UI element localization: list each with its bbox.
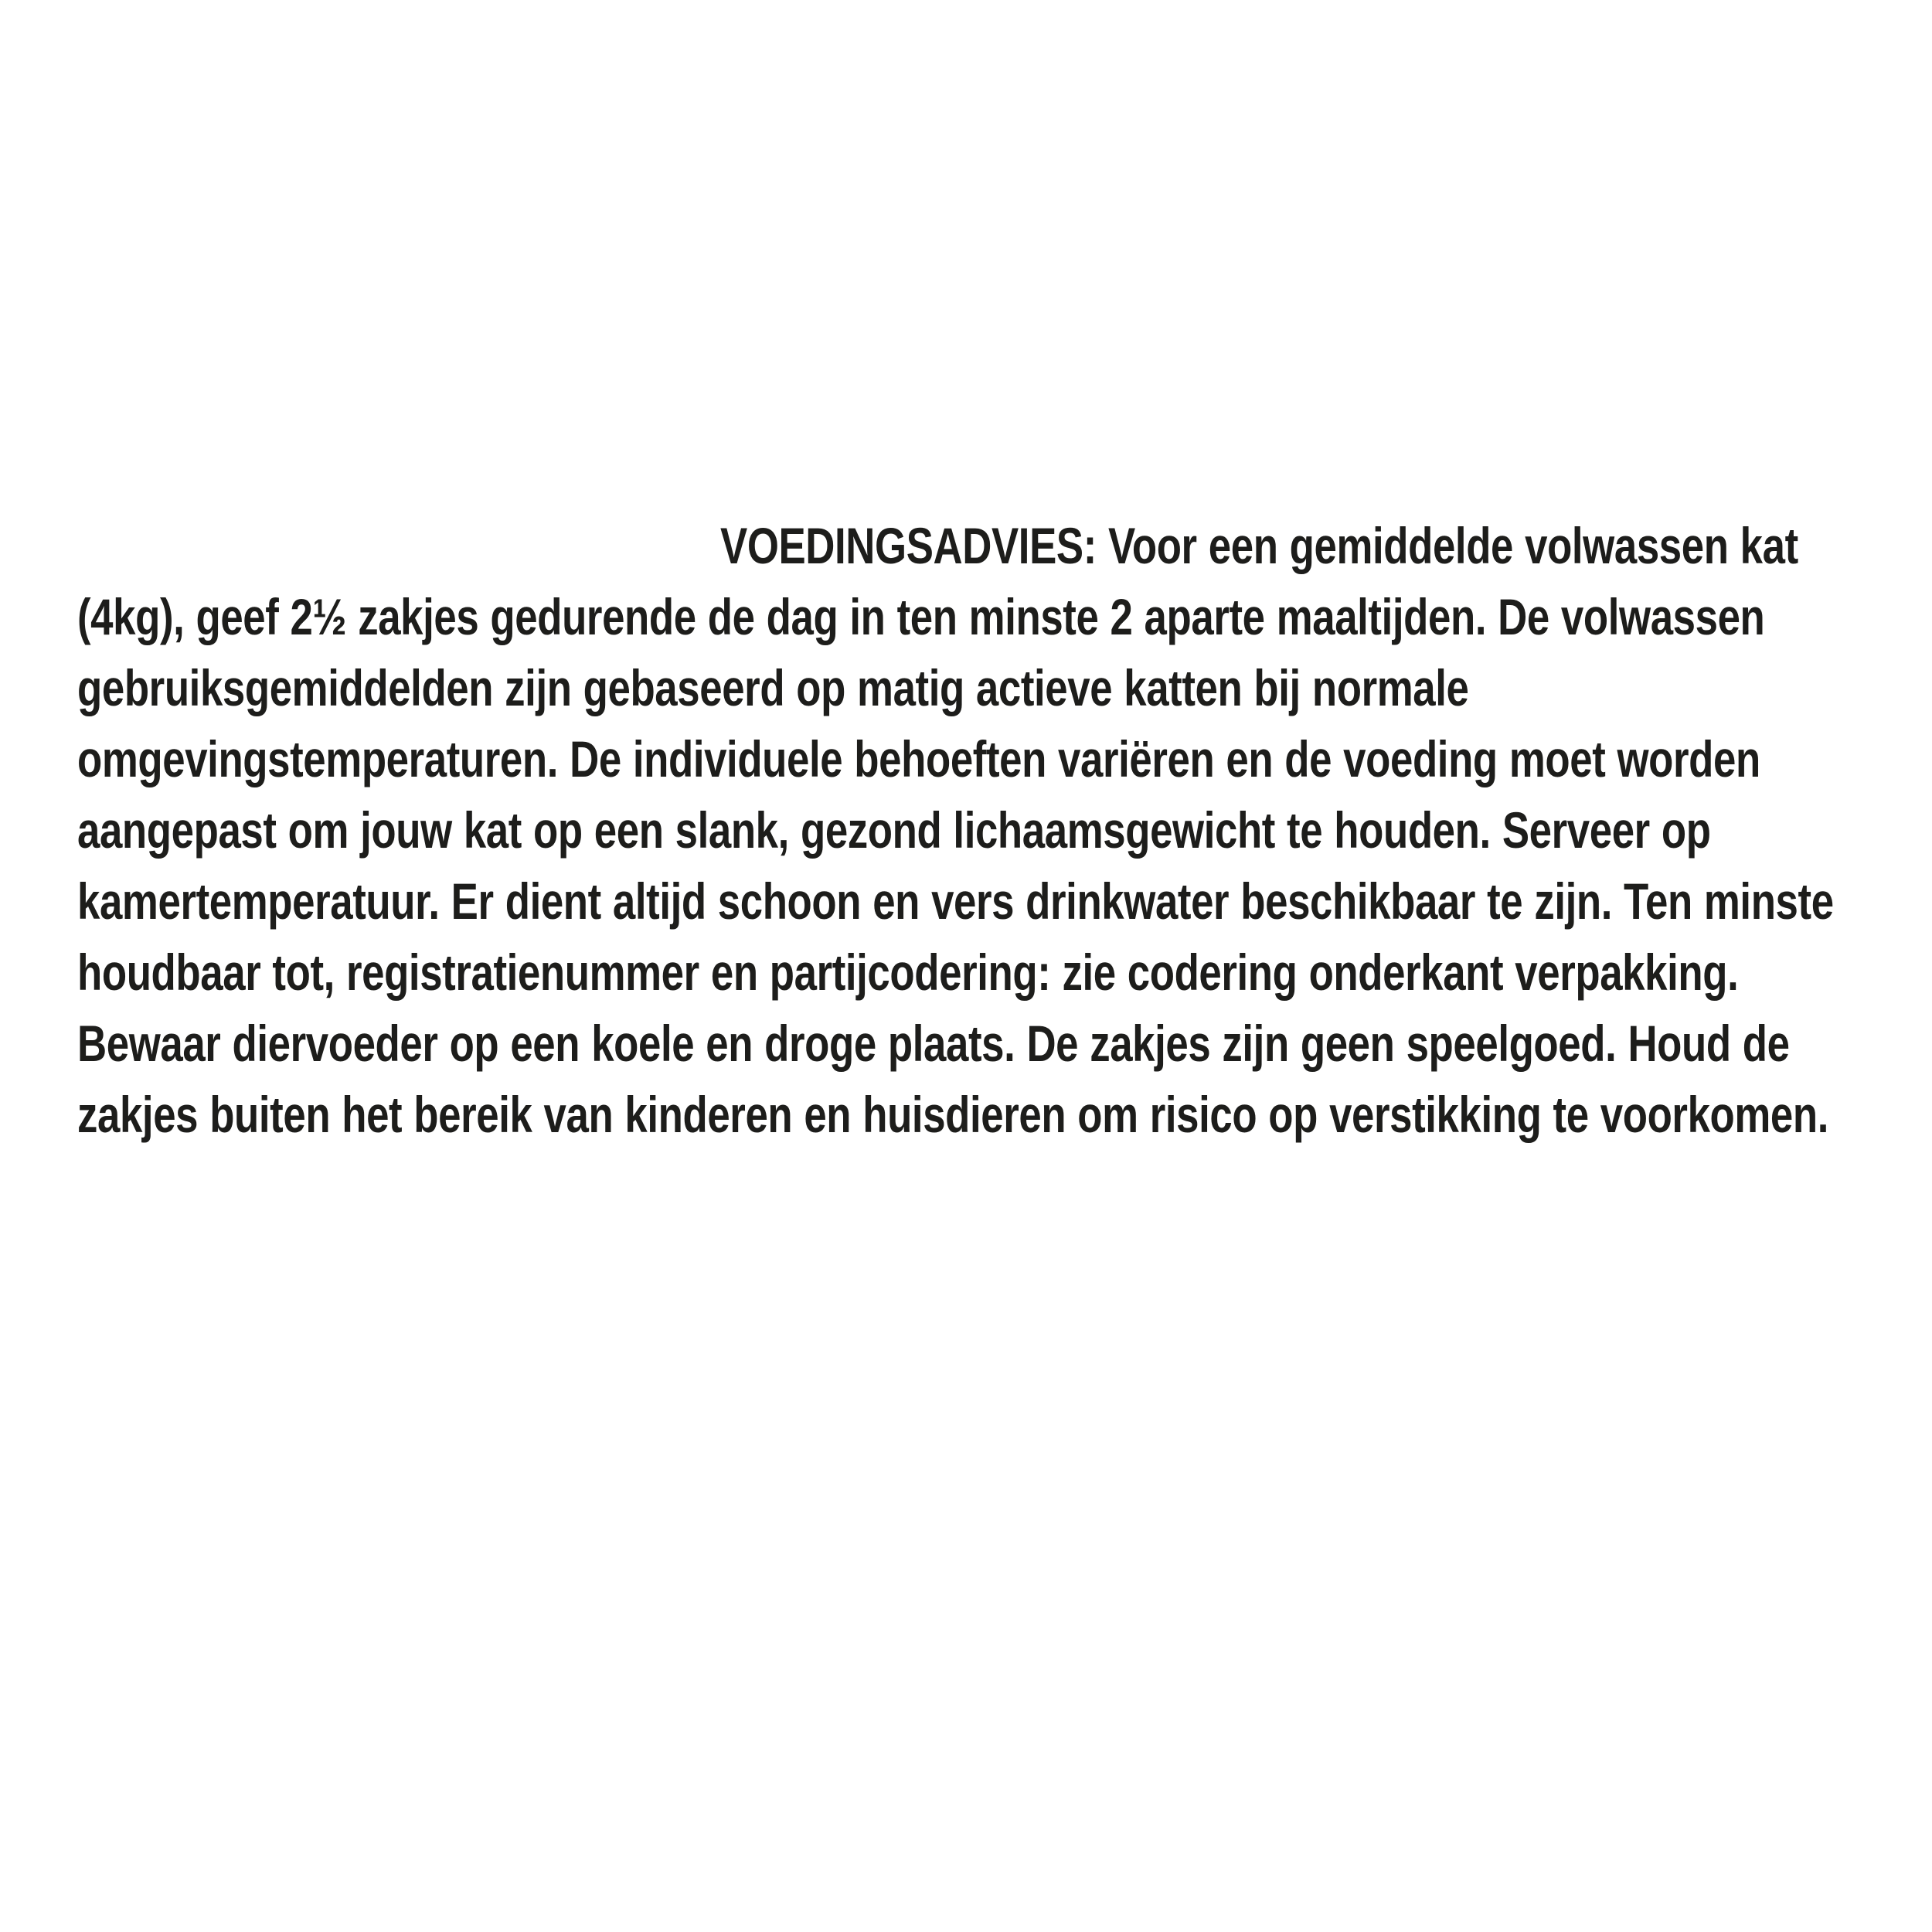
feeding-advice-emphasis: volwassen kat (4kg), [77, 517, 1798, 645]
feeding-advice-intro-text: Voor een gemiddelde [1096, 517, 1526, 574]
feeding-advice-panel [77, 510, 1862, 1150]
feeding-advice-heading: VOEDINGSADVIES: [720, 517, 1097, 574]
feeding-advice-body-text: geef 2½ zakjes gedurende de dag in ten minste 2 aparte maaltijden. De volwassen gebruiksgemiddelden zijn gebaseerd op matig actieve katten bij normale omgevingstemperaturen. De individuele behoeften variëren en de voeding moet worden aangepast om jouw kat op een slank, gezond lichaamsgewicht te houden. Serveer op kamertemperatuur. Er dient altijd schoon en vers drinkwater beschikbaar te zijn. Ten minste houdbaar tot, registratienummer en partijcodering: zie codering onderkant verpakking. Bewaar diervoeder op een koele en droge plaats. De zakjes zijn geen speelgoed. Houd de zakjes buiten het bereik van kinderen en huisdieren om risico op verstikking te voorkomen. [77, 588, 1834, 1143]
feeding-advice-paragraph [77, 510, 1864, 1150]
